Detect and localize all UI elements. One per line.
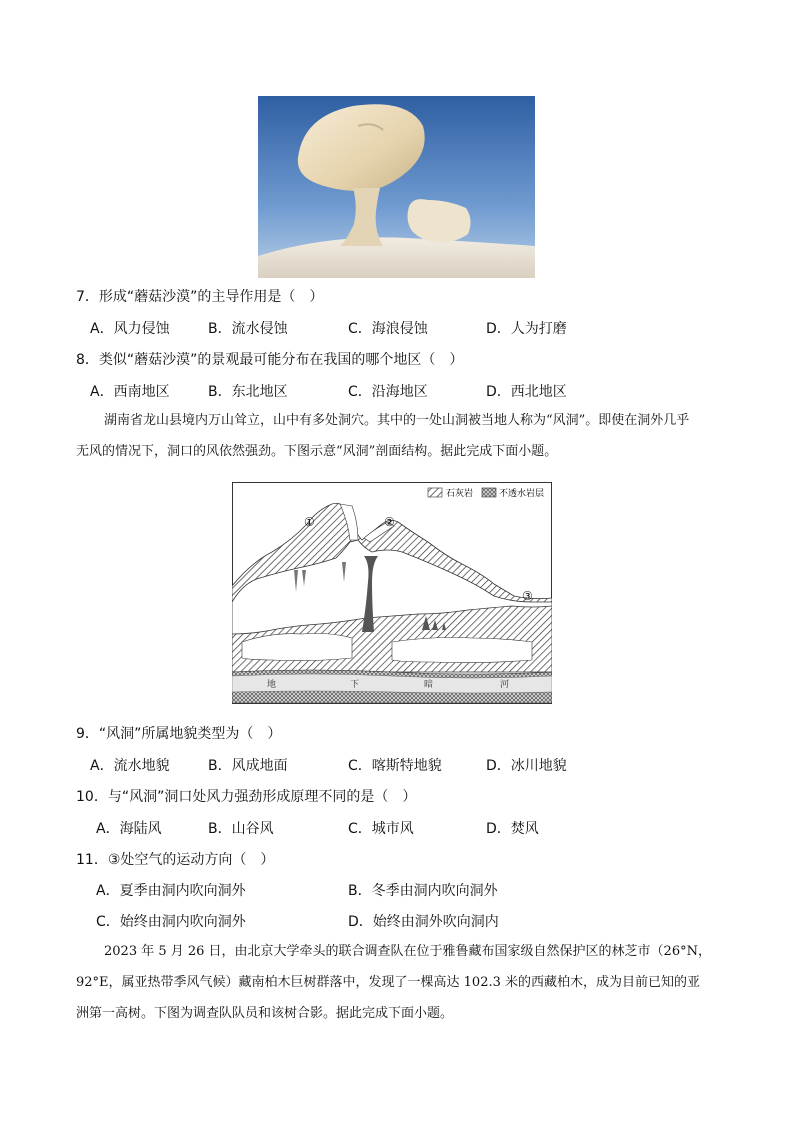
q10-option-d[interactable]: D．焚风: [486, 821, 539, 837]
q10-stem: 10．与“风洞”洞口处风力强劲形成原理不同的是（ ）: [76, 789, 417, 805]
mushroom-rock-photo: [258, 96, 535, 278]
q7-option-c[interactable]: C．海浪侵蚀: [348, 321, 428, 337]
marker-1: ①: [304, 515, 315, 529]
q9-option-d[interactable]: D．冰川地貌: [486, 758, 567, 774]
river-char-1: 地: [267, 680, 277, 690]
q7-option-d[interactable]: D．人为打磨: [486, 321, 567, 337]
q9-stem: 9．“风洞”所属地貌类型为（ ）: [76, 726, 282, 742]
q11-stem: 11．③处空气的运动方向（ ）: [76, 852, 275, 868]
legend-limestone-swatch: [428, 488, 442, 497]
passage3-line1: 2023 年 5 月 26 日，由北京大学牵头的联合调查队在位于雅鲁藏布国家级自然保护区的林芝市（26°N，: [104, 944, 711, 959]
q9-option-b[interactable]: B．风成地面: [208, 758, 288, 774]
q7-option-a[interactable]: A．风力侵蚀: [90, 321, 170, 337]
legend-limestone-label: 石灰岩: [446, 489, 474, 499]
legend-impermeable-label: 不透水岩层: [499, 489, 545, 499]
q8-stem: 8．类似“蘑菇沙漠”的景观最可能分布在我国的哪个地区（ ）: [76, 352, 464, 368]
q8-option-c[interactable]: C．沿海地区: [348, 384, 428, 400]
q7-stem: 7．形成“蘑菇沙漠”的主导作用是（ ）: [76, 289, 324, 305]
q9-option-c[interactable]: C．喀斯特地貌: [348, 758, 442, 774]
passage3-line2: 92°E，属亚热带季风气候）藏南柏木巨树群落中，发现了一棵高达 102.3 米的西藏柏木，成为目前已知的亚: [76, 975, 701, 990]
q10-option-c[interactable]: C．城市风: [348, 821, 414, 837]
passage2-line1: 湖南省龙山县境内万山耸立，山中有多处洞穴。其中的一处山洞被当地人称为“风洞”。即使在洞外几乎: [104, 413, 690, 428]
q11-option-a[interactable]: A．夏季由洞内吹向洞外: [96, 883, 246, 899]
river-char-4: 河: [500, 680, 510, 690]
passage2-line2: 无风的情况下，洞口的风依然强劲。下图示意“风洞”剖面结构。据此完成下面小题。: [76, 444, 558, 459]
q11-option-b[interactable]: B．冬季由洞内吹向洞外: [348, 883, 498, 899]
wind-cave-diagram: [232, 482, 552, 704]
q11-option-d[interactable]: D．始终由洞外吹向洞内: [348, 914, 499, 930]
q8-option-d[interactable]: D．西北地区: [486, 384, 567, 400]
q10-option-a[interactable]: A．海陆风: [96, 821, 162, 837]
q9-option-a[interactable]: A．流水地貌: [90, 758, 170, 774]
q7-option-b[interactable]: B．流水侵蚀: [208, 321, 288, 337]
marker-2: ②: [384, 515, 395, 529]
q8-option-a[interactable]: A．西南地区: [90, 384, 170, 400]
legend-impermeable-swatch: [482, 488, 496, 497]
marker-3: ③: [522, 589, 533, 603]
passage3-line3: 洲第一高树。下图为调查队队员和该树合影。据此完成下面小题。: [76, 1006, 454, 1021]
q8-option-b[interactable]: B．东北地区: [208, 384, 288, 400]
river-char-2: 下: [350, 680, 360, 690]
q11-option-c[interactable]: C．始终由洞内吹向洞外: [96, 914, 246, 930]
q10-option-b[interactable]: B．山谷风: [208, 821, 274, 837]
river-char-3: 暗: [424, 680, 434, 690]
